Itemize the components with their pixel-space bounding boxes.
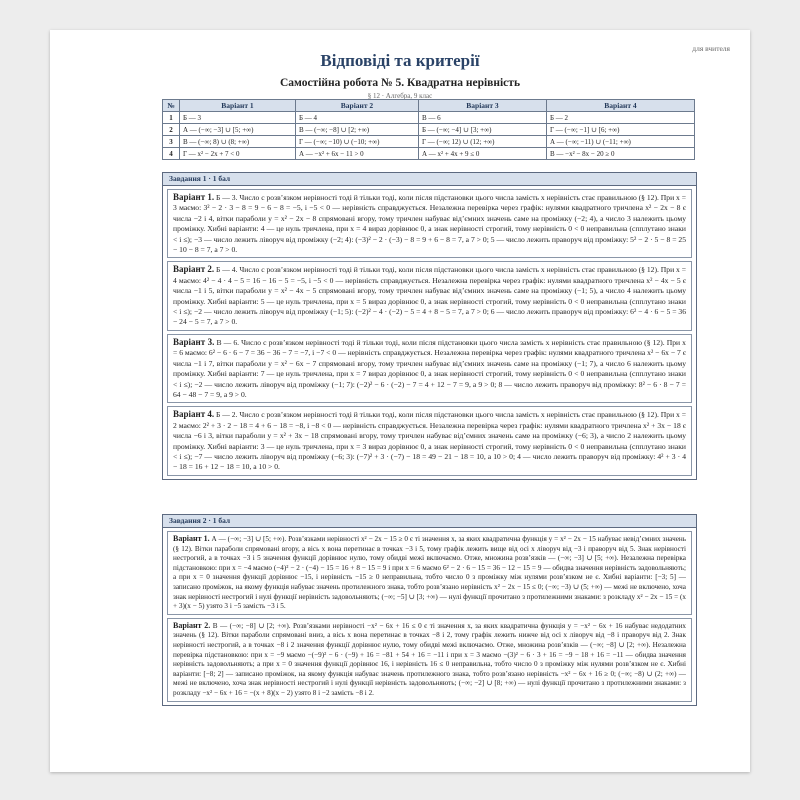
table-cell: Г — (−∞; 12) ∪ (12; +∞)	[419, 136, 547, 148]
variant-text: В — (−∞; −8] ∪ [2; +∞). Розв’язками нерівності −x² − 6x + 16 ≤ 0 є ті значення x, за яких квадратична функція y = −x² − 6x + 16 набуває недодатних значень (§ 12). Вітки параболи спрямовані вниз, а вісь x вона перетинає в точках −8 і 2, тому графік лежить нижче від осі x ліворуч від −8 і праворуч від 2. Знак нерівності нестрогий, а в точках −8 і 2 значення функції дорівнює нулю, тому обидві межі включаємо. Отже, множина розв’язків — (−∞; −8] ∪ [2; +∞). Незалежна перевірка підстановкою: при x = −9 маємо −(−9)² − 6 · (−9) + 16 = −81 + 54 + 16 = −11 і при x = 3 маємо −(3)² − 6 · 3 + 16 = −9 − 18 + 16 = −11 — обидва значення нерівність задовольняють; а при x = 0 значення функції дорівнює 16, і нерівність 16 ≤ 0 неправильна, тобто число 0 з проміжку між нулями розв’язком не є. Хибні варіанти: [−8; 2] — записано проміжок, на якому функція набуває значень протилежного знака, тобто розв’язано нерівність −x² − 6x + 16 ≥ 0; (−∞; −8) ∪ (2; +∞) — межі не включено, хоча знак нерівності нестрогий і нулі функції нерівність задовольняють; (−∞; −2] ∪ [8; +∞) — нулі функції прочитано з протилежними знаками: з розкладу −x² − 6x + 16 = −(x + 8)(x − 2) узято 8 і −2 замість −8 і 2.	[173, 621, 687, 697]
answers-table-header-row	[163, 100, 695, 112]
table-row	[163, 136, 695, 148]
task-1-section	[162, 172, 697, 480]
table-cell: В — −x² − 8x − 20 ≥ 0	[547, 148, 695, 160]
table-cell: В — 6	[419, 112, 547, 124]
table-cell: А — x² + 4x + 9 ≤ 0	[419, 148, 547, 160]
audience-tag: для вчителя	[692, 44, 730, 53]
variant-label: Варіант 1.	[173, 534, 210, 543]
table-header-variant-1: Варіант 1	[180, 100, 296, 112]
table-cell-num: 2	[163, 124, 180, 136]
variant-text: Б — 4. Число c розв’язком нерівності тоді й тільки тоді, коли після підстановки цього числа замість x нерівність стає правильною (§ 12). При x = 4 маємо: 4² − 4 · 4 − 5 = 16 − 16 − 5 = −5, і −5 < 0 — нерівність справджується. Незалежна перевірка через графік: нулями квадратного тричлена x² − 4x − 5 є числа −1 і 5, вітки параболи y = x² − 4x − 5 спрямовані вгору, тому тричлен набуває від’ємних значень саме на проміжку (−1; 5), а число 4 належить цьому проміжку. Хибні варіанти: 5 — це нуль тричлена, при x = 5 вираз дорівнює 0, а знак нерівності строгий, тому нерівність 0 < 0 неправильна (спплутано знаки < і ≤); −2 — число лежить ліворуч від проміжку (−1; 5): (−2)² − 4 · (−2) − 5 = 4 + 8 − 5 = 7, а 7 > 0; 6 — число лежить праворуч від проміжку: 6² − 4 · 6 − 5 = 36 − 24 − 5 = 7, а 7 > 0.	[173, 265, 687, 327]
task-1-variant-1	[167, 189, 692, 258]
task-2-variant-1	[167, 531, 692, 615]
page-title: Відповіді та критерії	[320, 51, 480, 70]
variant-label: Варіант 2.	[173, 620, 211, 630]
table-header-variant-4: Варіант 4	[547, 100, 695, 112]
table-cell-num: 1	[163, 112, 180, 124]
worksheet-page	[50, 30, 750, 772]
table-cell-num: 4	[163, 148, 180, 160]
variant-text: Б — 3. Число c розв’язком нерівності тоді й тільки тоді, коли після підстановки цього числа замість x нерівність стає правильною (§ 12). При x = 3 маємо: 3² − 2 · 3 − 8 = 9 − 6 − 8 = −5, і −5 < 0 — нерівність справджується. Незалежна перевірка через графік: нулями квадратного тричлена x² − 2x − 8 є числа −2 і 4, вітки параболи y = x² − 2x − 8 спрямовані вгору, тому тричлен набуває від’ємних значень саме на проміжку (−2; 4), а число 3 належить цьому проміжку. Хибні варіанти: 4 — це нуль тричлена, при x = 4 вираз дорівнює 0, а знак нерівності строгий, тому нерівність 0 < 0 неправильна (спплутано знаки < і ≤); −3 — число лежить ліворуч від проміжку (−2; 4): (−3)² − 2 · (−3) − 8 = 9 + 6 − 8 = 7, а 7 > 0; 5 — число лежить праворуч від проміжку: 5² − 2 · 5 − 8 = 25 − 10 − 8 = 7, а 7 > 0.	[173, 193, 687, 255]
variant-label: Варіант 2.	[173, 264, 215, 275]
table-cell-num: 3	[163, 136, 180, 148]
table-cell: Г — (−∞; −1] ∪ [6; +∞)	[547, 124, 695, 136]
task-2-header: Завдання 2 · 1 бал	[163, 515, 696, 528]
table-header-num: №	[163, 100, 180, 112]
table-cell: А — −x² + 6x − 11 > 0	[296, 148, 419, 160]
table-cell: Б — (−∞; −4] ∪ [3; +∞)	[419, 124, 547, 136]
task-2-section	[162, 514, 697, 706]
table-header-variant-3: Варіант 3	[419, 100, 547, 112]
task-1-variant-3	[167, 334, 692, 403]
table-row	[163, 112, 695, 124]
task-1-variant-4	[167, 406, 692, 475]
variant-label: Варіант 3.	[173, 336, 215, 347]
variant-text: А — (−∞; −3] ∪ [5; +∞). Розв’язками нерівності x² − 2x − 15 ≥ 0 є ті значення x, за яких квадратична функція y = x² − 2x − 15 набуває невід’ємних значень (§ 12). Вітки параболи спрямовані вгору, а вісь x вона перетинає в точках −3 і 5, тому графік лежить вище від осі x ліворуч від −3 і праворуч від 5. Знак нерівності нестрогий, а в точках −3 і 5 значення функції дорівнює нулю, тому обидві межі включаємо. Отже, множина розв’язків — (−∞; −3] ∪ [5; +∞). Незалежна перевірка підстановкою: при x = −4 маємо (−4)² − 2 · (−4) − 15 = 16 + 8 − 15 = 9 і при x = 6 маємо 6² − 2 · 6 − 15 = 36 − 12 − 15 = 9 — обидва значення нерівність задовольняють; а при x = 0 значення функції дорівнює −15, і нерівність −15 ≥ 0 неправильна, тобто число 0 з проміжку між нулями розв’язком не є. Хибні варіанти: [−3; 5] — записано проміжок, на якому функція набуває значень протилежного знака, тобто розв’язано нерівність x² − 2x − 15 ≤ 0; (−∞; −3) ∪ (5; +∞) — межі не включено, хоча знак нерівності нестрогий і нулі функції нерівність задовольняють; (−∞; −5] ∪ [3; +∞) — нулі функції прочитано з протилежними знаками: з розкладу x² − 2x − 15 = (x + 3)(x − 5) узято 3 і −5 замість −3 і 5.	[173, 535, 687, 611]
table-cell: Б — 4	[296, 112, 419, 124]
table-row	[163, 124, 695, 136]
table-cell: Б — 2	[547, 112, 695, 124]
task-2-variant-2	[167, 618, 692, 702]
table-cell: В — (−∞; −8] ∪ [2; +∞)	[296, 124, 419, 136]
variant-text: Б — 2. Число c розв’язком нерівності тоді й тільки тоді, коли після підстановки цього числа замість x нерівність стає правильною (§ 12). При x = 2 маємо: 2² + 3 · 2 − 18 = 4 + 6 − 18 = −8, і −8 < 0 — нерівність справджується. Незалежна перевірка через графік: нулями квадратного тричлена x² + 3x − 18 є числа −6 і 3, вітки параболи y = x² + 3x − 18 спрямовані вгору, тому тричлен набуває від’ємних значень саме на проміжку (−6; 3), а число 2 належить цьому проміжку. Хибні варіанти: 3 — це нуль тричлена, при x = 3 вираз дорівнює 0, а знак нерівності строгий, тому нерівність 0 < 0 неправильна (спплутано знаки < і ≤); −7 — число лежить ліворуч від проміжку (−6; 3): (−7)² + 3 · (−7) − 18 = 49 − 21 − 18 = 10, а 10 > 0; 4 — число лежить праворуч від проміжку: 4² + 3 · 4 − 18 = 16 + 12 − 18 = 10, а 10 > 0.	[173, 410, 687, 472]
table-cell: Г — (−∞; −10) ∪ (−10; +∞)	[296, 136, 419, 148]
variant-label: Варіант 4.	[173, 409, 215, 420]
variant-text: В — 6. Число c розв’язком нерівності тоді й тільки тоді, коли після підстановки цього числа замість x нерівність стає правильною (§ 12). При x = 6 маємо: 6² − 6 · 6 − 7 = 36 − 36 − 7 = −7, і −7 < 0 — нерівність справджується. Незалежна перевірка через графік: нулями квадратного тричлена x² − 6x − 7 є числа −1 і 7, вітки параболи y = x² − 6x − 7 спрямовані вгору, тому тричлен набуває від’ємних значень саме на проміжку (−1; 7), а число 6 належить цьому проміжку. Хибні варіанти: 7 — це нуль тричлена, при x = 7 вираз дорівнює 0, а знак нерівності строгий, тому нерівність 0 < 0 неправильна (спплутано знаки < і ≤); −2 — число лежить ліворуч від проміжку (−1; 7): (−2)² − 6 · (−2) − 7 = 4 + 12 − 7 = 9, а 9 > 0; 8 — число лежить праворуч від проміжку: 8² − 6 · 8 − 7 = 64 − 48 − 7 = 9, а 9 > 0.	[173, 337, 686, 399]
table-cell: Г — x² − 2x + 7 < 0	[180, 148, 296, 160]
task-1-header: Завдання 1 · 1 бал	[163, 173, 696, 186]
table-row	[163, 148, 695, 160]
table-cell: В — (−∞; 8) ∪ (8; +∞)	[180, 136, 296, 148]
variant-label: Варіант 1.	[173, 192, 215, 202]
page-subtitle: Самостійна робота № 5. Квадратна нерівність	[279, 77, 521, 89]
table-header-variant-2: Варіант 2	[296, 100, 419, 112]
page-subsubtitle: § 12 · Алгебра, 9 клас	[367, 92, 433, 100]
table-cell: А — (−∞; −3] ∪ [5; +∞)	[180, 124, 296, 136]
table-cell: Б — 3	[180, 112, 296, 124]
task-1-variant-2	[167, 261, 692, 330]
answers-table	[162, 99, 695, 160]
table-cell: А — (−∞; −11) ∪ (−11; +∞)	[547, 136, 695, 148]
